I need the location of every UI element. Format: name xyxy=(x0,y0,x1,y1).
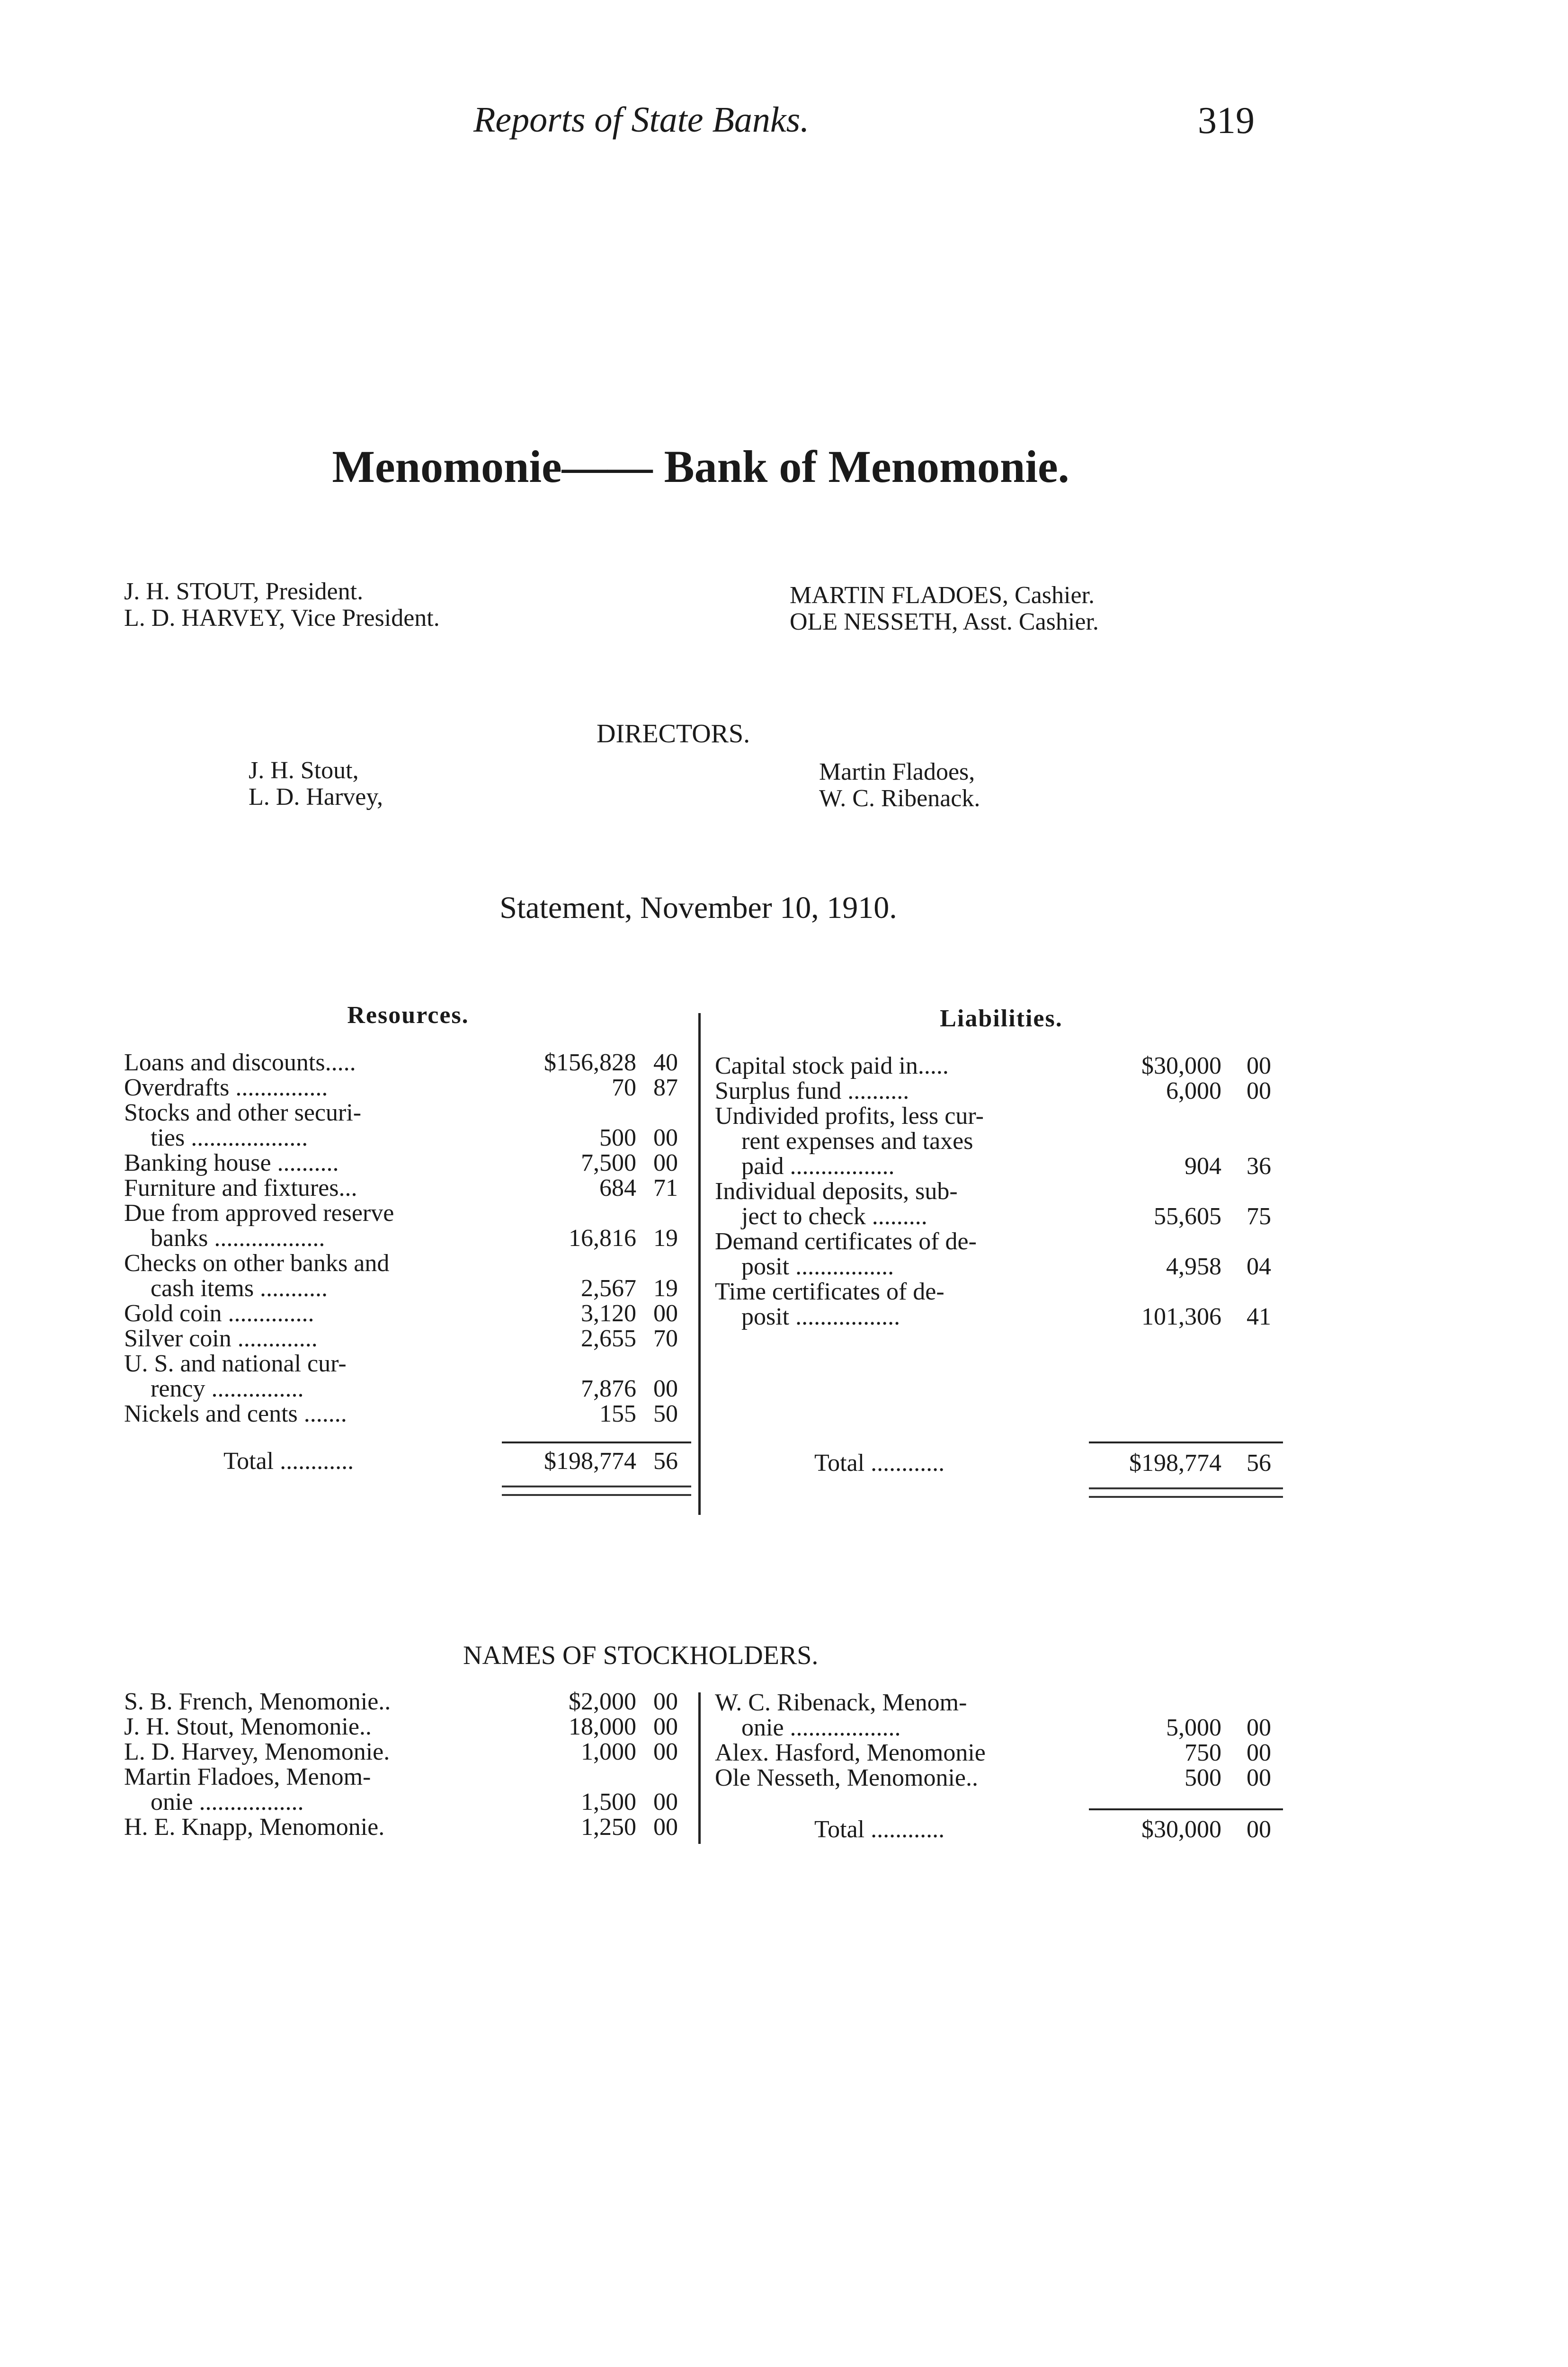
row-cents: 71 xyxy=(653,1175,678,1201)
column-divider xyxy=(698,1013,701,1515)
ledger-row xyxy=(715,1103,1285,1129)
directors-left xyxy=(249,757,383,810)
row-label: Checks on other banks and xyxy=(124,1250,390,1277)
resources-table xyxy=(124,1050,692,1426)
ledger-row xyxy=(715,1254,1285,1279)
row-dollars: 7,876 xyxy=(581,1375,636,1402)
row-label: Surplus fund .......... xyxy=(715,1077,909,1104)
row-label: Martin Fladoes, Menom- xyxy=(124,1763,371,1790)
double-rule-resources xyxy=(502,1486,691,1496)
liabilities-table xyxy=(715,1053,1285,1329)
row-dollars: 684 xyxy=(599,1175,636,1201)
row-label: H. E. Knapp, Menomonie. xyxy=(124,1814,385,1841)
row-dollars: 101,306 xyxy=(1141,1303,1221,1330)
row-label: Loans and discounts..... xyxy=(124,1049,356,1076)
ledger-row xyxy=(124,1764,692,1789)
row-label: Silver coin ............. xyxy=(124,1325,318,1352)
ledger-row xyxy=(124,1351,692,1376)
total-dollars: $198,774 xyxy=(1129,1450,1221,1477)
ledger-row xyxy=(124,1226,692,1251)
running-title: Reports of State Banks. xyxy=(473,100,810,140)
total-label: Total ............ xyxy=(814,1450,945,1477)
ledger-row xyxy=(124,1251,692,1276)
total-cents: 56 xyxy=(653,1448,678,1475)
row-label: Gold coin .............. xyxy=(124,1300,314,1327)
row-cents: 00 xyxy=(1247,1714,1271,1741)
ledger-row xyxy=(715,1078,1285,1103)
row-label: posit ................ xyxy=(741,1253,894,1280)
row-dollars: 70 xyxy=(612,1074,636,1101)
ledger-row xyxy=(715,1179,1285,1204)
row-label: W. C. Ribenack, Menom- xyxy=(715,1689,967,1716)
ledger-row xyxy=(124,1201,692,1226)
row-cents: 00 xyxy=(653,1149,678,1176)
row-label: paid ................. xyxy=(741,1153,895,1180)
row-cents: 00 xyxy=(1247,1764,1271,1791)
row-label: Banking house .......... xyxy=(124,1149,339,1176)
ledger-row xyxy=(124,1301,692,1326)
officers-right xyxy=(790,582,1099,635)
row-cents: 19 xyxy=(653,1225,678,1252)
stockholders-divider xyxy=(698,1692,701,1844)
total-rule-resources xyxy=(502,1442,691,1443)
total-label: Total ............ xyxy=(814,1816,945,1843)
row-label: Alex. Hasford, Menomonie xyxy=(715,1739,986,1766)
ledger-row xyxy=(124,1050,692,1075)
row-dollars: 904 xyxy=(1185,1153,1221,1180)
officer-vice-president: L. D. HARVEY, Vice President. xyxy=(124,605,440,632)
row-cents: 04 xyxy=(1247,1253,1271,1280)
row-label: Furniture and fixtures... xyxy=(124,1175,357,1201)
row-label: Time certificates of de- xyxy=(715,1278,944,1305)
row-dollars: 3,120 xyxy=(581,1300,636,1327)
row-label: Due from approved reserve xyxy=(124,1200,394,1227)
director-name: W. C. Ribenack. xyxy=(819,785,980,812)
bank-title: Menomonie—— Bank of Menomonie. xyxy=(332,441,1069,492)
resources-total xyxy=(124,1449,692,1477)
row-dollars: 16,816 xyxy=(569,1225,636,1252)
row-dollars: 4,958 xyxy=(1166,1253,1221,1280)
total-label: Total ............ xyxy=(223,1448,354,1475)
row-label: ties ................... xyxy=(151,1124,308,1151)
row-label: Stocks and other securi- xyxy=(124,1099,362,1126)
liabilities-heading: Liabilities. xyxy=(940,1005,1063,1032)
row-dollars: $2,000 xyxy=(569,1688,636,1715)
total-dollars: $198,774 xyxy=(544,1448,636,1475)
row-dollars: 750 xyxy=(1185,1739,1221,1766)
row-cents: 19 xyxy=(653,1275,678,1302)
row-label: Demand certificates of de- xyxy=(715,1228,977,1255)
ledger-row xyxy=(715,1765,1285,1790)
total-dollars: $30,000 xyxy=(1141,1816,1221,1843)
row-dollars: $30,000 xyxy=(1141,1052,1221,1079)
double-rule-liabilities xyxy=(1089,1487,1283,1498)
statement-date: Statement, November 10, 1910. xyxy=(499,890,897,925)
total-cents: 56 xyxy=(1247,1450,1271,1477)
ledger-row xyxy=(715,1204,1285,1229)
officers-left xyxy=(124,578,440,632)
ledger-row xyxy=(124,1376,692,1401)
row-dollars: $156,828 xyxy=(544,1049,636,1076)
liabilities-total xyxy=(715,1450,1285,1479)
ledger-row xyxy=(124,1326,692,1351)
total-cents: 00 xyxy=(1247,1816,1271,1843)
ledger-row xyxy=(715,1740,1285,1765)
ledger-row xyxy=(715,1053,1285,1078)
row-label: onie ................. xyxy=(151,1789,304,1815)
row-cents: 00 xyxy=(653,1124,678,1151)
ledger-row xyxy=(124,1739,692,1764)
row-label: Ole Nesseth, Menomonie.. xyxy=(715,1764,979,1791)
row-cents: 40 xyxy=(653,1049,678,1076)
row-label: Individual deposits, sub- xyxy=(715,1178,958,1205)
row-label: rent expenses and taxes xyxy=(741,1128,973,1155)
row-cents: 41 xyxy=(1247,1303,1271,1330)
ledger-row xyxy=(715,1304,1285,1329)
row-cents: 00 xyxy=(1247,1077,1271,1104)
ledger-row xyxy=(124,1815,692,1840)
row-dollars: 500 xyxy=(1185,1764,1221,1791)
row-cents: 00 xyxy=(653,1738,678,1765)
row-cents: 00 xyxy=(653,1688,678,1715)
row-label: rency ............... xyxy=(151,1375,304,1402)
row-label: U. S. and national cur- xyxy=(124,1350,347,1377)
ledger-row xyxy=(124,1175,692,1201)
row-dollars: 155 xyxy=(599,1400,636,1427)
row-label: Nickels and cents ....... xyxy=(124,1400,347,1427)
row-cents: 00 xyxy=(1247,1052,1271,1079)
row-label: ject to check ......... xyxy=(741,1203,927,1230)
row-dollars: 55,605 xyxy=(1154,1203,1221,1230)
ledger-row xyxy=(715,1715,1285,1740)
row-dollars: 6,000 xyxy=(1166,1077,1221,1104)
row-dollars: 2,655 xyxy=(581,1325,636,1352)
row-dollars: 500 xyxy=(599,1124,636,1151)
total-rule-liabilities xyxy=(1089,1442,1283,1443)
row-label: L. D. Harvey, Menomonie. xyxy=(124,1738,390,1765)
ledger-row xyxy=(124,1401,692,1426)
row-cents: 00 xyxy=(653,1300,678,1327)
row-label: Undivided profits, less cur- xyxy=(715,1103,984,1130)
stockholders-heading: NAMES OF STOCKHOLDERS. xyxy=(463,1641,819,1670)
director-name: L. D. Harvey, xyxy=(249,783,383,810)
ledger-row xyxy=(124,1276,692,1301)
row-dollars: 2,567 xyxy=(581,1275,636,1302)
row-cents: 00 xyxy=(653,1375,678,1402)
stockholders-total-rule xyxy=(1089,1808,1283,1810)
row-dollars: 1,250 xyxy=(581,1814,636,1841)
directors-heading: DIRECTORS. xyxy=(597,719,750,748)
ledger-row xyxy=(124,1150,692,1175)
officer-president: J. H. STOUT, President. xyxy=(124,578,364,605)
row-dollars: 1,000 xyxy=(581,1738,636,1765)
row-dollars: 5,000 xyxy=(1166,1714,1221,1741)
row-cents: 00 xyxy=(653,1814,678,1841)
ledger-row xyxy=(124,1714,692,1739)
row-dollars: 7,500 xyxy=(581,1149,636,1176)
ledger-row xyxy=(715,1229,1285,1254)
stockholders-right xyxy=(715,1690,1285,1790)
ledger-row xyxy=(715,1690,1285,1715)
row-cents: 87 xyxy=(653,1074,678,1101)
row-label: posit ................. xyxy=(741,1303,900,1330)
row-label: banks .................. xyxy=(151,1225,325,1252)
row-cents: 70 xyxy=(653,1325,678,1352)
ledger-row xyxy=(124,1125,692,1150)
row-cents: 00 xyxy=(1247,1739,1271,1766)
officer-asst-cashier: OLE NESSETH, Asst. Cashier. xyxy=(790,608,1099,635)
ledger-row xyxy=(715,1279,1285,1304)
ledger-row xyxy=(124,1689,692,1714)
row-label: Overdrafts ............... xyxy=(124,1074,328,1101)
ledger-row xyxy=(715,1129,1285,1154)
ledger-row xyxy=(124,1100,692,1125)
row-label: cash items ........... xyxy=(151,1275,328,1302)
row-label: S. B. French, Menomonie.. xyxy=(124,1688,391,1715)
stockholders-left xyxy=(124,1689,692,1840)
row-label: Capital stock paid in..... xyxy=(715,1052,949,1079)
ledger-row xyxy=(715,1154,1285,1179)
row-label: onie .................. xyxy=(741,1714,901,1741)
row-cents: 00 xyxy=(653,1713,678,1740)
director-name: Martin Fladoes, xyxy=(819,758,975,785)
directors-right xyxy=(819,759,980,812)
page-number: 319 xyxy=(1198,100,1255,142)
ledger-row xyxy=(124,1075,692,1100)
resources-heading: Resources. xyxy=(347,1002,469,1029)
row-dollars: 1,500 xyxy=(581,1789,636,1815)
row-cents: 00 xyxy=(653,1789,678,1815)
director-name: J. H. Stout, xyxy=(249,757,359,784)
row-cents: 36 xyxy=(1247,1153,1271,1180)
row-dollars: 18,000 xyxy=(569,1713,636,1740)
officer-cashier: MARTIN FLADOES, Cashier. xyxy=(790,582,1095,609)
stockholders-total xyxy=(715,1817,1285,1845)
row-label: J. H. Stout, Menomonie.. xyxy=(124,1713,372,1740)
ledger-row xyxy=(124,1789,692,1815)
row-cents: 75 xyxy=(1247,1203,1271,1230)
row-cents: 50 xyxy=(653,1400,678,1427)
